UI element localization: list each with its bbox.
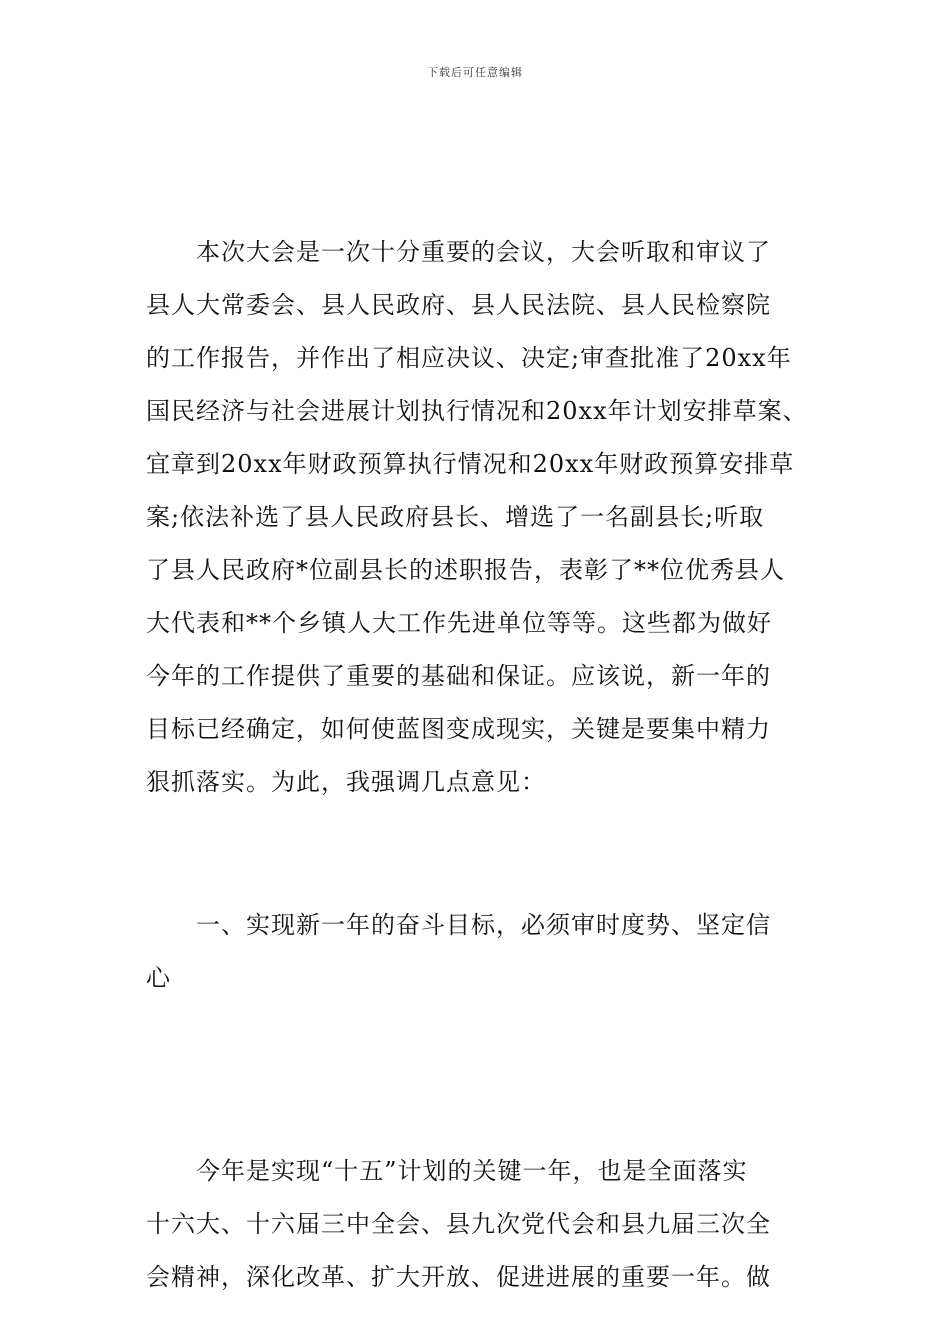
- paragraph-line: 国民经济与社会进展计划执行情况和20xx年计划安排草案、: [146, 397, 808, 425]
- spacer: [146, 1005, 810, 1145]
- paragraph-line: 狠抓落实。为此，我强调几点意见：: [146, 768, 546, 796]
- spacer: [146, 809, 810, 899]
- section-heading: [146, 899, 810, 1005]
- paragraph-line: 案;依法补选了县人民政府县长、增选了一名副县长;听取: [146, 503, 765, 531]
- page-header: 下载后可任意编辑: [427, 66, 523, 79]
- paragraph-line: 目标已经确定，如何使蓝图变成现实，关键是要集中精力: [146, 715, 771, 743]
- paragraph-line: 十六大、十六届三中全会、县九次党代会和县九届三次全: [146, 1210, 771, 1238]
- paragraph-line: 宜章到20xx年财政预算执行情况和20xx年财政预算安排草: [146, 450, 795, 478]
- paragraph-line: 的工作报告，并作出了相应决议、决定;审查批准了20xx年: [146, 344, 792, 372]
- paragraph-line: 大代表和**个乡镇人大工作先进单位等等。这些都为做好: [146, 609, 772, 637]
- paragraph-line: 会精神，深化改革、扩大开放、促进进展的重要一年。做: [146, 1263, 771, 1291]
- paragraph-intro: [146, 226, 810, 809]
- paragraph-body: [146, 1145, 810, 1304]
- heading-line: 心: [146, 964, 171, 992]
- paragraph-line: 县人大常委会、县人民政府、县人民法院、县人民检察院: [146, 291, 771, 319]
- paragraph-line: 今年的工作提供了重要的基础和保证。应该说，新一年的: [146, 662, 771, 690]
- paragraph-line: 今年是实现“十五”计划的关键一年，也是全面落实: [196, 1157, 748, 1185]
- document-body: [146, 226, 810, 1304]
- heading-line: 一、实现新一年的奋斗目标，必须审时度势、坚定信: [196, 911, 771, 939]
- paragraph-line: 本次大会是一次十分重要的会议，大会听取和审议了: [196, 238, 771, 266]
- paragraph-line: 了县人民政府*位副县长的述职报告，表彰了**位优秀县人: [146, 556, 785, 584]
